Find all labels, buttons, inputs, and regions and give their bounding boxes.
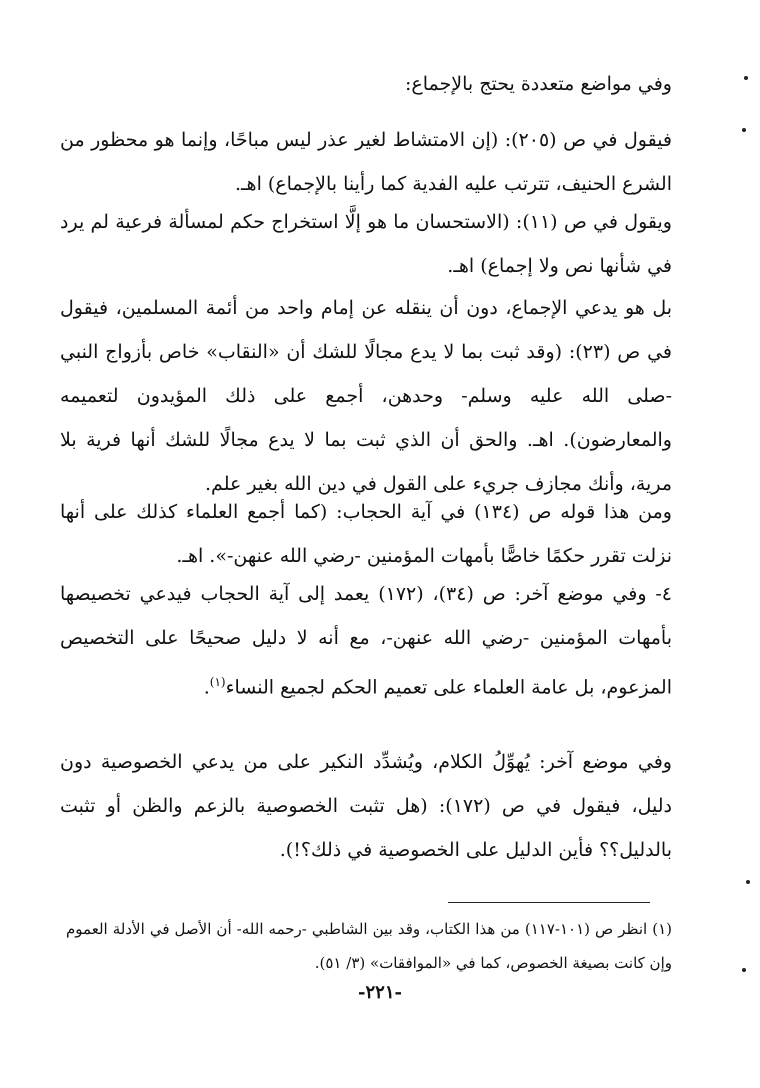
footnote-reference: (١): [209, 675, 226, 689]
footnote-divider: [448, 902, 650, 903]
paragraph-3: ويقول في ص (١١): (الاستحسان ما هو إلَّا استخراج حكم لمسألة فرعية لم يرد في شأنها نص ولا إجماع) اهـ.: [60, 211, 672, 277]
margin-dot: [746, 880, 750, 884]
margin-dot: [742, 128, 746, 132]
margin-dot: [744, 76, 748, 80]
paragraph-4: بل هو يدعي الإجماع، دون أن ينقله عن إمام واحد من أئمة المسلمين، فيقول في ص (٢٣): (وقد ثبت بما لا يدع مجالًا للشك أن «النقاب» خاص بأزواج النبي -صلى الله عليه وسلم- وحدهن، أجمع على ذلك المؤيدون لتعميمه والمعارضون). اهـ. والحق أن الذي ثبت بما لا يدع مجالًا للشك أنها فرية بلا مرية، وأنك مجازف جريء على القول في دين الله بغير علم.: [60, 297, 672, 495]
paragraph-5: ومن هذا قوله ص (١٣٤) في آية الحجاب: (كما أجمع العلماء كذلك على أنها نزلت تقرر حكمًا خاصًّا بأمهات المؤمنين -رضي الله عنهن-». اهـ.: [60, 501, 672, 567]
paragraph-1: وفي مواضع متعددة يحتج بالإجماع:: [405, 73, 672, 95]
margin-dot: [742, 968, 746, 972]
paragraph-7: وفي موضع آخر: يُهوِّلُ الكلام، ويُشدِّد النكير على من يدعي الخصوصية دون دليل، فيقول في ص (١٧٢): (هل تثبت الخصوصية بالزعم والظن أو تثبت بالدليل؟؟ فأين الدليل على الخصوصية في ذلك؟!).: [60, 751, 673, 861]
paragraph-6-end: .: [203, 676, 210, 699]
paragraph-2: فيقول في ص (٢٠٥): (إن الامتشاط لغير عذر ليس مباحًا، وإنما هو محظور من الشرع الحنيف، تترتب عليه الفدية كما رأينا بالإجماع) اهـ.: [60, 129, 673, 195]
page-number: -٢٢١-: [358, 982, 402, 1003]
paragraph-6-text: ٤- وفي موضع آخر: ص (٣٤)، (١٧٢) يعمد إلى آية الحجاب فيدعي تخصيصها بأمهات المؤمنين -رضي الله عنهن-، مع أنه لا دليل صحيحًا على التخصيص المزعوم، بل عامة العلماء على تعميم الحكم لجميع النساء: [60, 583, 672, 699]
footnote: (١) انظر ص (١٠١-١١٧) من هذا الكتاب، وقد بين الشاطبي -رحمه الله- أن الأصل في الأدلة العموم وإن كانت بصيغة الخصوص، كما في «الموافقات» (٣/ ٥١).: [66, 920, 672, 972]
paragraph-6: [60, 572, 672, 709]
